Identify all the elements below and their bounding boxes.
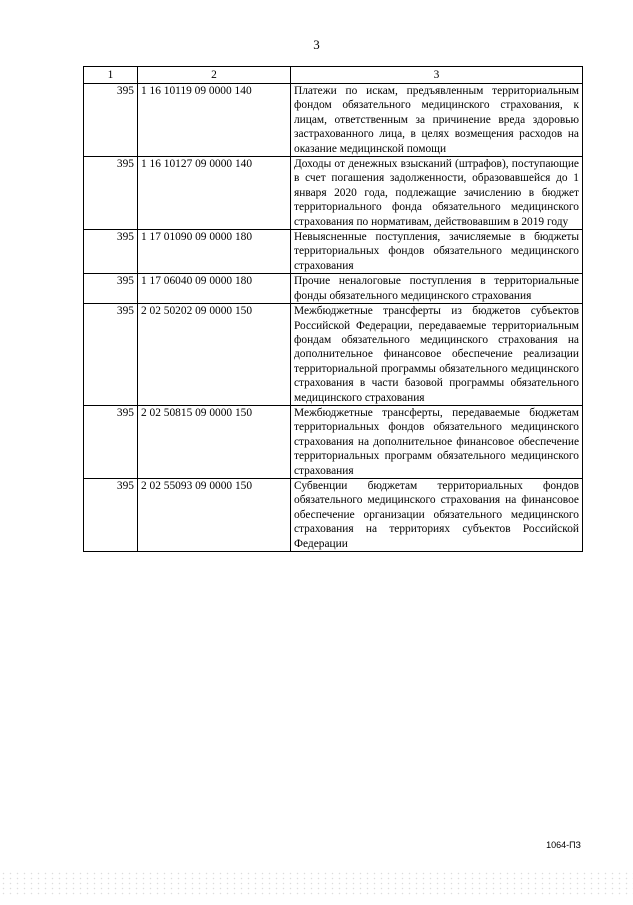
budget-code-cell: 2 02 50202 09 0000 150 [138, 304, 291, 406]
table-row [84, 157, 583, 230]
table-row [84, 274, 583, 304]
document-footer-code: 1064-ПЗ [546, 840, 581, 850]
header-col-1: 1 [84, 67, 138, 84]
admin-code-cell: 395 [84, 230, 138, 274]
table-header-row [84, 67, 583, 84]
admin-code-cell: 395 [84, 84, 138, 157]
admin-code-cell: 395 [84, 405, 138, 478]
revenue-name-cell: Межбюджетные трансферты из бюджетов субъектов Российской Федерации, передаваемые территориальным фондам обязательного медицинского страхования на дополнительное финансовое обеспечение реализации территориальной программы обязательного медицинского страхования в части базовой программы обязательного медицинского страхования [291, 304, 583, 406]
budget-code-cell: 1 16 10127 09 0000 140 [138, 157, 291, 230]
budget-code-cell: 1 17 06040 09 0000 180 [138, 274, 291, 304]
revenue-name-cell: Невыясненные поступления, зачисляемые в бюджеты территориальных фондов обязательного медицинского страхования [291, 230, 583, 274]
table-row [84, 84, 583, 157]
revenue-name-cell: Субвенции бюджетам территориальных фондов обязательного медицинского страхования на финансовое обеспечение организации обязательного медицинского страхования на территориях субъектов Российской Федерации [291, 478, 583, 551]
revenue-name-cell: Доходы от денежных взысканий (штрафов), поступающие в счет погашения задолженности, образовавшейся до 1 января 2020 года, подлежащие зачислению в бюджет территориального фонда обязательного медицинского страхования по нормативам, действовавшим в 2019 году [291, 157, 583, 230]
table-row [84, 230, 583, 274]
admin-code-cell: 395 [84, 157, 138, 230]
header-col-2: 2 [138, 67, 291, 84]
admin-code-cell: 395 [84, 304, 138, 406]
header-col-3: 3 [291, 67, 583, 84]
table-row [84, 405, 583, 478]
budget-code-cell: 2 02 55093 09 0000 150 [138, 478, 291, 551]
scan-noise-strip [0, 871, 633, 895]
table-header [84, 67, 583, 84]
revenue-codes-table [83, 66, 583, 552]
revenue-name-cell: Прочие неналоговые поступления в территориальные фонды обязательного медицинского страхования [291, 274, 583, 304]
budget-code-cell: 2 02 50815 09 0000 150 [138, 405, 291, 478]
admin-code-cell: 395 [84, 274, 138, 304]
admin-code-cell: 395 [84, 478, 138, 551]
table-row [84, 478, 583, 551]
revenue-name-cell: Межбюджетные трансферты, передаваемые бюджетам территориальных фондов обязательного медицинского страхования на дополнительное финансовое обеспечение территориальных программ обязательного медицинского страхования [291, 405, 583, 478]
revenue-name-cell: Платежи по искам, предъявленным территориальным фондом обязательного медицинского страхования, к лицам, ответственным за причинение вреда здоровью застрахованного лица, в целях возмещения расходов на оказание медицинской помощи [291, 84, 583, 157]
table-body [84, 84, 583, 552]
table-row [84, 304, 583, 406]
budget-code-cell: 1 16 10119 09 0000 140 [138, 84, 291, 157]
budget-code-cell: 1 17 01090 09 0000 180 [138, 230, 291, 274]
page-number: 3 [313, 37, 320, 52]
